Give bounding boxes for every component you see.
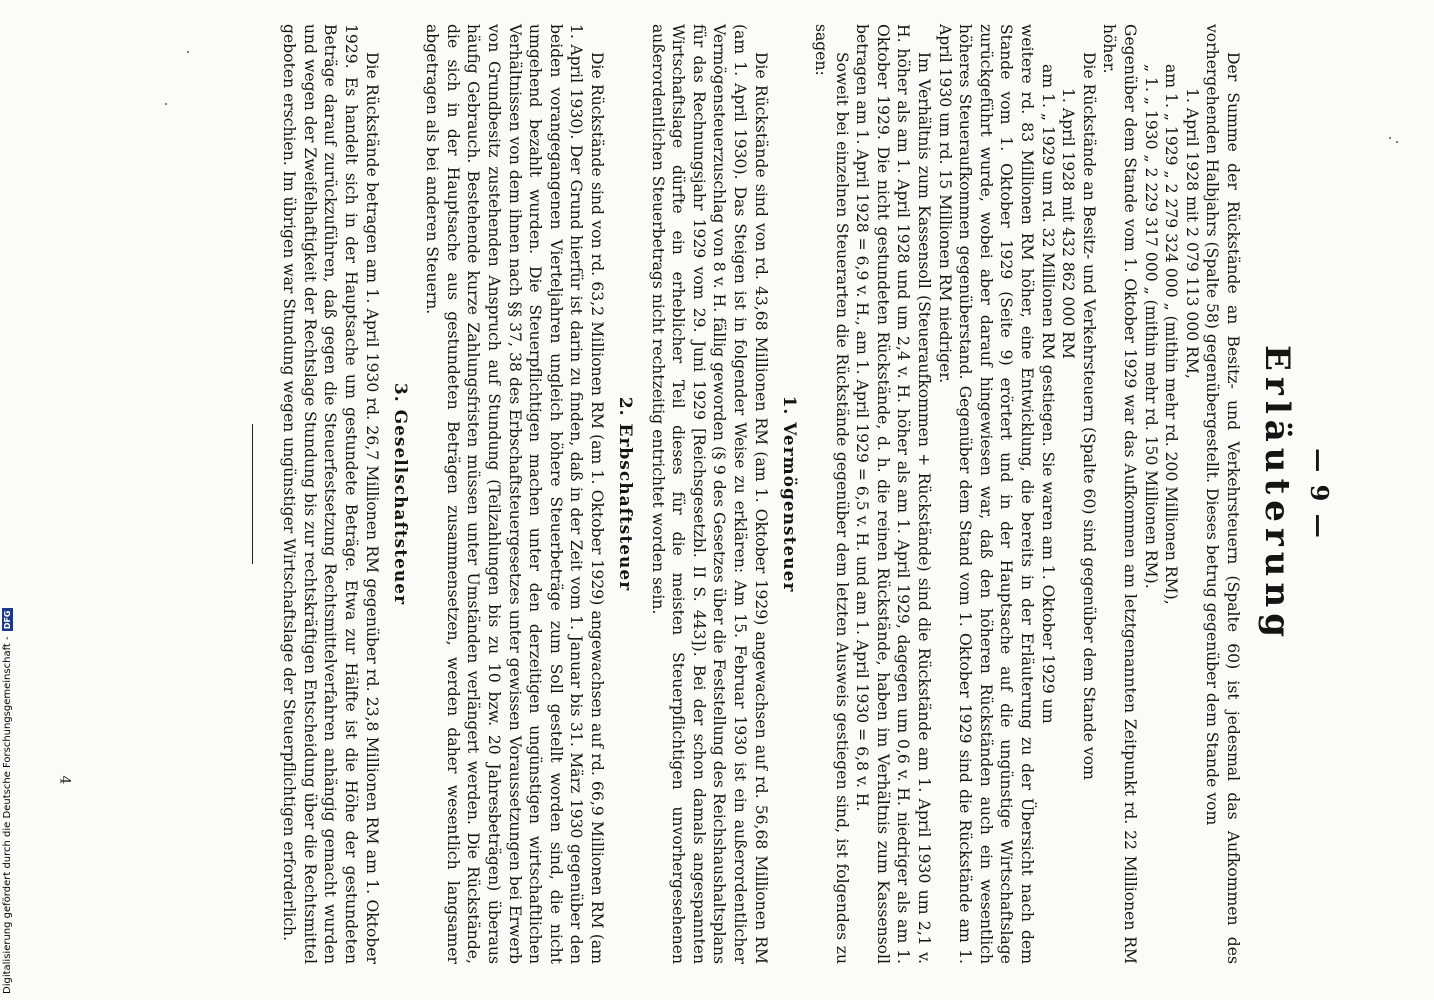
page-title: Erläuterung xyxy=(1257,345,1297,643)
scan-speck xyxy=(1389,137,1391,139)
page-number: — 9 — xyxy=(1305,448,1334,540)
page-content xyxy=(140,14,1340,974)
intro-paragraph: Der Summe der Rückstände an Besitz- und Verkehrsteuern (Spalte 60) ist jedesmal das Aufkommen des vorhergehenden Halbjahrs (Spalte 58) gegenübergestellt. Dieses betrug gegenüber dem Stande vom xyxy=(1203,24,1242,964)
dfg-funding-note xyxy=(0,594,16,994)
section-text-vermoegensteuer: Die Rückstände sind von rd. 43,68 Millionen RM (am 1. Oktober 1929) angewachsen auf rd. 56,68 Millionen RM (am 1. April 1930). Das Steigen ist in folgender Weise zu erklären: Am 15. Februar 1930 ist ein außerordentlicher Vermögensteuerzuschlag von 8 v. H. fällig geworden (§ 9 des Gesetzes über die Feststellung des Reichshaushaltsplans für das Rechnungsjahr 1929 vom 29. Juni 1929 [Reichsgesetzbl. II S. 443]). Bei der schon damals angespannten Wirtschaftslage dürfte ein erheblicher Teil dieses für die meisten Steuerpflichtigen unvorhergesehenen außerordentlichen Steuerbetrags nicht rechtzeitig entrichtet worden sein. xyxy=(648,24,770,964)
rueckstaende-row: am 1. „ 1929 um rd. 32 Millionen RM gestiegen. Sie waren am 1. Oktober 1929 um xyxy=(1038,64,1057,724)
rueckstaende-continued: weitere rd. 83 Millionen RM höher, eine Entwicklung, die bereits in der Erläuterung zu der Übersicht nach dem Stande vom 1. Oktober 1929 (Seite 9) erörtert und in der Hauptsache auf die ungünstige Wirtschaftslage zurückgeführt wurde, wobei aber darauf hingewiesen war, daß den höheren Rückständen auch ein wesentlich höheres Steueraufkommen gegenüberstand. Gegenüber dem Stand vom 1. Oktober 1929 sind die Rückstände am 1. April 1930 um rd. 15 Millionen RM niedriger. xyxy=(935,24,1037,964)
dfg-logo-icon: DFG xyxy=(2,610,12,630)
soweit-paragraph: Soweit bei einzelnen Steuerarten die Rückstände gegenüber dem letzten Ausweis gestiegen sind, ist folgendes zu sagen: xyxy=(812,24,851,964)
intro-row: „ 1. „ 1930 „ 2 229 317 000 „ (mithin mehr rd. 150 Millionen RM). xyxy=(1141,64,1160,589)
rueckstaende-paragraph: Die Rückstände an Besitz- und Verkehrsteuern (Spalte 60) sind gegenüber dem Stande vom xyxy=(1079,52,1098,780)
section-text-erbschaftsteuer: Die Rückstände sind von rd. 63,2 Millionen RM (am 1. Oktober 1929) angewachsen auf rd. 66,9 Millionen RM (am 1. April 1930). Der Grund hierfür ist darin zu finden, daß in der Zeit vom 1. Januar bis 31. März 1930 gegenüber den beiden vorangegangenen Vierteljahren ungleich höhere Steuerbeträge zum Soll gestellt worden sind, die nicht umgehend bezahlt wurden. Die Steuerpflichtigen machen unter den derzeitigen ungünstigen wirtschaftlichen Verhältnissen von dem ihnen nach §§ 37, 38 des Erbschaftsteuergesetzes unter gewissen Voraussetzungen bei Erwerb von Grundbesitz zustehenden Anspruch auf Stundung (Teilzahlungen bis zu 10 bzw. 20 Jahresbeträgen) überaus häufig Gebrauch. Bestehende kurze Zahlungsfristen müssen unter Umständen verlängert werden. Die Rückstände, die sich in der Hauptsache aus gestundeten Beträgen zusammensetzen, werden daher wesentlich langsamer abgetragen als bei anderen Steuern. xyxy=(423,24,606,964)
intro-row: am 1. „ 1929 „ 2 279 324 000 „ (mithin mehr rd. 200 Millionen RM), xyxy=(1162,64,1181,605)
rueckstaende-row: 1. April 1928 mit 432 862 000 RM xyxy=(1059,88,1078,359)
section-text-gesellschaftsteuer: Die Rückstände betragen am 1. April 1930 rd. 26,7 Millionen RM gegenüber rd. 23,8 Millionen RM am 1. Oktober 1929. Es handelt sich in der Hauptsache um gestundete Beträge. Etwa zur Hälfte ist die Höhe der gestundeten Beträge darauf zurückzuführen, daß gegen die Steuerfestsetzung Rechtsmittelverfahren anhängig gemacht wurden und wegen der Zweifelhaftigkeit der Rechtslage Stundung bis zur rechtskräftigen Entscheidung über die Rechtsmittel geboten erschien. Im übrigen war Stundung wegen ungünstiger Wirtschaftslage der Steuerpflichtigen erforderlich. xyxy=(280,24,381,964)
bottom-page-mark: 4 xyxy=(56,775,73,785)
section-heading-erbschaftsteuer: 2. Erbschaftsteuer xyxy=(614,396,635,592)
section-heading-gesellschaftsteuer: 3. Gesellschaftsteuer xyxy=(389,382,410,606)
intro-row: 1. April 1928 mit 2 079 113 000 RM, xyxy=(1182,88,1201,379)
section-heading-vermoegensteuer: 1. Vermögensteuer xyxy=(778,395,799,593)
scan-speck xyxy=(1396,141,1398,143)
closing-rule xyxy=(252,424,253,564)
verhaeltnis-paragraph: Im Verhältnis zum Kassensoll (Steueraufkommen + Rückstände) sind die Rückstände am 1. April 1930 um 2,1 v. H. höher als am 1. April 1928 und um 2,4 v. H. höher als am 1. April 1929, dagegen um 0,6 v. H. niedriger als am 1. Oktober 1929. Die nicht gestundeten Rückstände, d. h. die reinen Rückstände, haben im Verhältnis zum Kassensoll betragen am 1. April 1928 = 6,9 v. H., am 1. April 1929 = 6,5 v. H. und am 1. April 1930 = 6,8 v. H. xyxy=(853,24,934,964)
intro-after-paragraph: Gegenüber dem Stande vom 1. Oktober 1929 war das Aufkommen am letztgenannten Zeitpunkt rd. 22 Millionen RM höher. xyxy=(1100,24,1140,964)
dfg-note-text: Digitalisierung gefördert durch die Deutsche Forschungsgemeinschaft - xyxy=(2,636,13,994)
